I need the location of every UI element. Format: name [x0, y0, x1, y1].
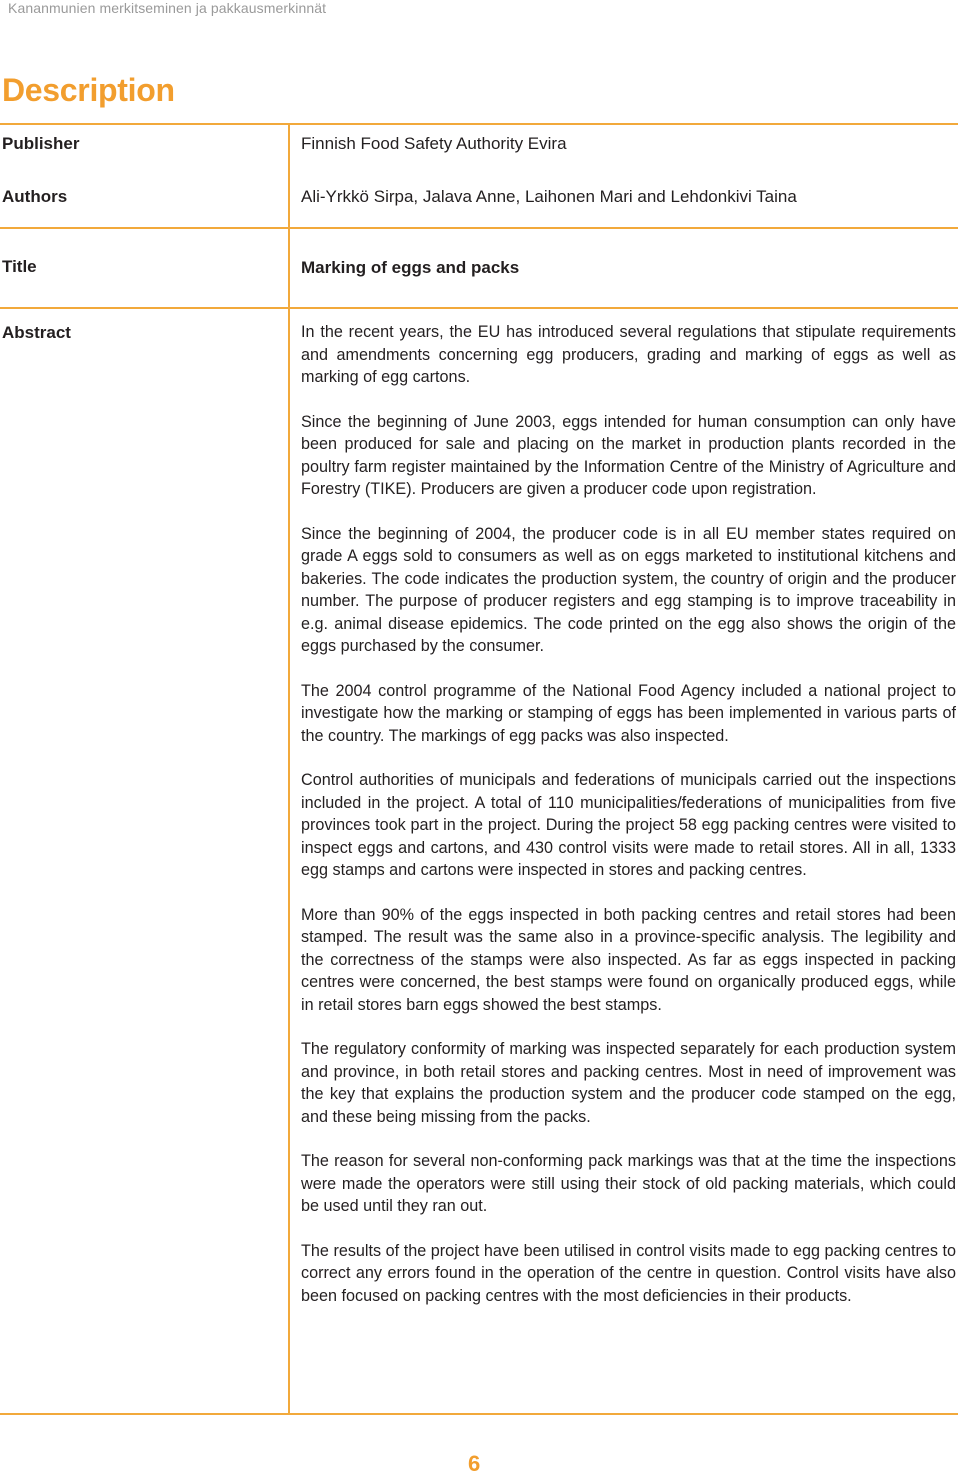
title-label: Title: [2, 257, 37, 276]
column-divider-middle: [288, 229, 290, 307]
section-heading: Description: [2, 72, 175, 108]
abstract-paragraph: Since the beginning of 2004, the producer code is in all EU member states required on grade A eggs sold to consumers as well as on eggs marketed to institutional kitchens and bakeries. The code indicates the production system, the country of origin and the producer number. The purpose of producer registers and egg stamping is to improve traceability in e.g. animal disease epidemics. The code printed on the egg also shows the origin of the eggs purchased by the consumer.: [301, 524, 956, 655]
title-value: Marking of eggs and packs: [301, 258, 520, 277]
publisher-value: Finnish Food Safety Authority Evira: [301, 134, 567, 153]
rule-after-authors: [0, 227, 958, 229]
abstract-paragraph: The results of the project have been utilised in control visits made to egg packing centres to correct any errors found in the operation of the centre in question. Control visits have also been focused on packing centres with the most deficiencies in their products.: [301, 1241, 956, 1305]
rule-bottom: [0, 1413, 958, 1415]
abstract-paragraph: In the recent years, the EU has introduced several regulations that stipulate requirements and amendments concerning egg producers, grading and marking of eggs as well as marking of egg cartons.: [301, 323, 956, 386]
publisher-label: Publisher: [2, 134, 80, 153]
page-number: 6: [468, 1451, 481, 1476]
running-header: Kananmunien merkitseminen ja pakkausmerkinnät: [8, 0, 327, 16]
rule-after-title: [0, 307, 958, 309]
column-divider-upper: [288, 125, 290, 227]
column-divider-lower: [288, 309, 290, 1413]
abstract-paragraph: The regulatory conformity of marking was inspected separately for each production system and province, in both retail stores and packing centres. Most in need of improvement was the key that explains the production system and the producer code stamped on the egg, and these being missing from the packs.: [301, 1040, 956, 1126]
abstract-paragraph: Control authorities of municipals and federations of municipals carried out the inspections included in the project. A total of 110 municipalities/federations of municipalities from five provinces took part in the project. During the project 58 egg packing centres were visited to inspect eggs and cartons, and 430 control visits were made to retail stores. All in all, 1333 egg stamps and cartons were inspected in stores and packing centres.: [301, 771, 956, 879]
abstract-paragraph: More than 90% of the eggs inspected in both packing centres and retail stores had been stamped. The result was the same also in a province-specific analysis. The legibility and the correctness of the stamps were also inspected. As far as eggs inspected in packing centres were concerned, the best stamps were found on organically produced eggs, while in retail stores barn eggs showed the best stamps.: [301, 905, 956, 1014]
authors-label: Authors: [2, 187, 68, 206]
abstract-paragraph: The reason for several non-conforming pack markings was that at the time the inspections were made the operators were still using their stock of old packing materials, which could be used until they ran out.: [301, 1152, 956, 1215]
rule-top: [0, 123, 958, 125]
authors-value: Ali-Yrkkö Sirpa, Jalava Anne, Laihonen Mari and Lehdonkivi Taina: [301, 187, 797, 206]
abstract-paragraph: The 2004 control programme of the National Food Agency included a national project to investigate how the marking or stamping of eggs has been implemented in various parts of the country. The markings of egg packs was also inspected.: [301, 681, 956, 745]
abstract-label: Abstract: [2, 323, 71, 342]
abstract-paragraph: Since the beginning of June 2003, eggs intended for human consumption can only have been produced for sale and placing on the market in production plants recorded in the poultry farm register maintained by the Information Centre of the Ministry of Agriculture and Forestry (TIKE). Producers are given a producer code upon registration.: [301, 412, 956, 498]
abstract-body: [301, 321, 956, 1329]
